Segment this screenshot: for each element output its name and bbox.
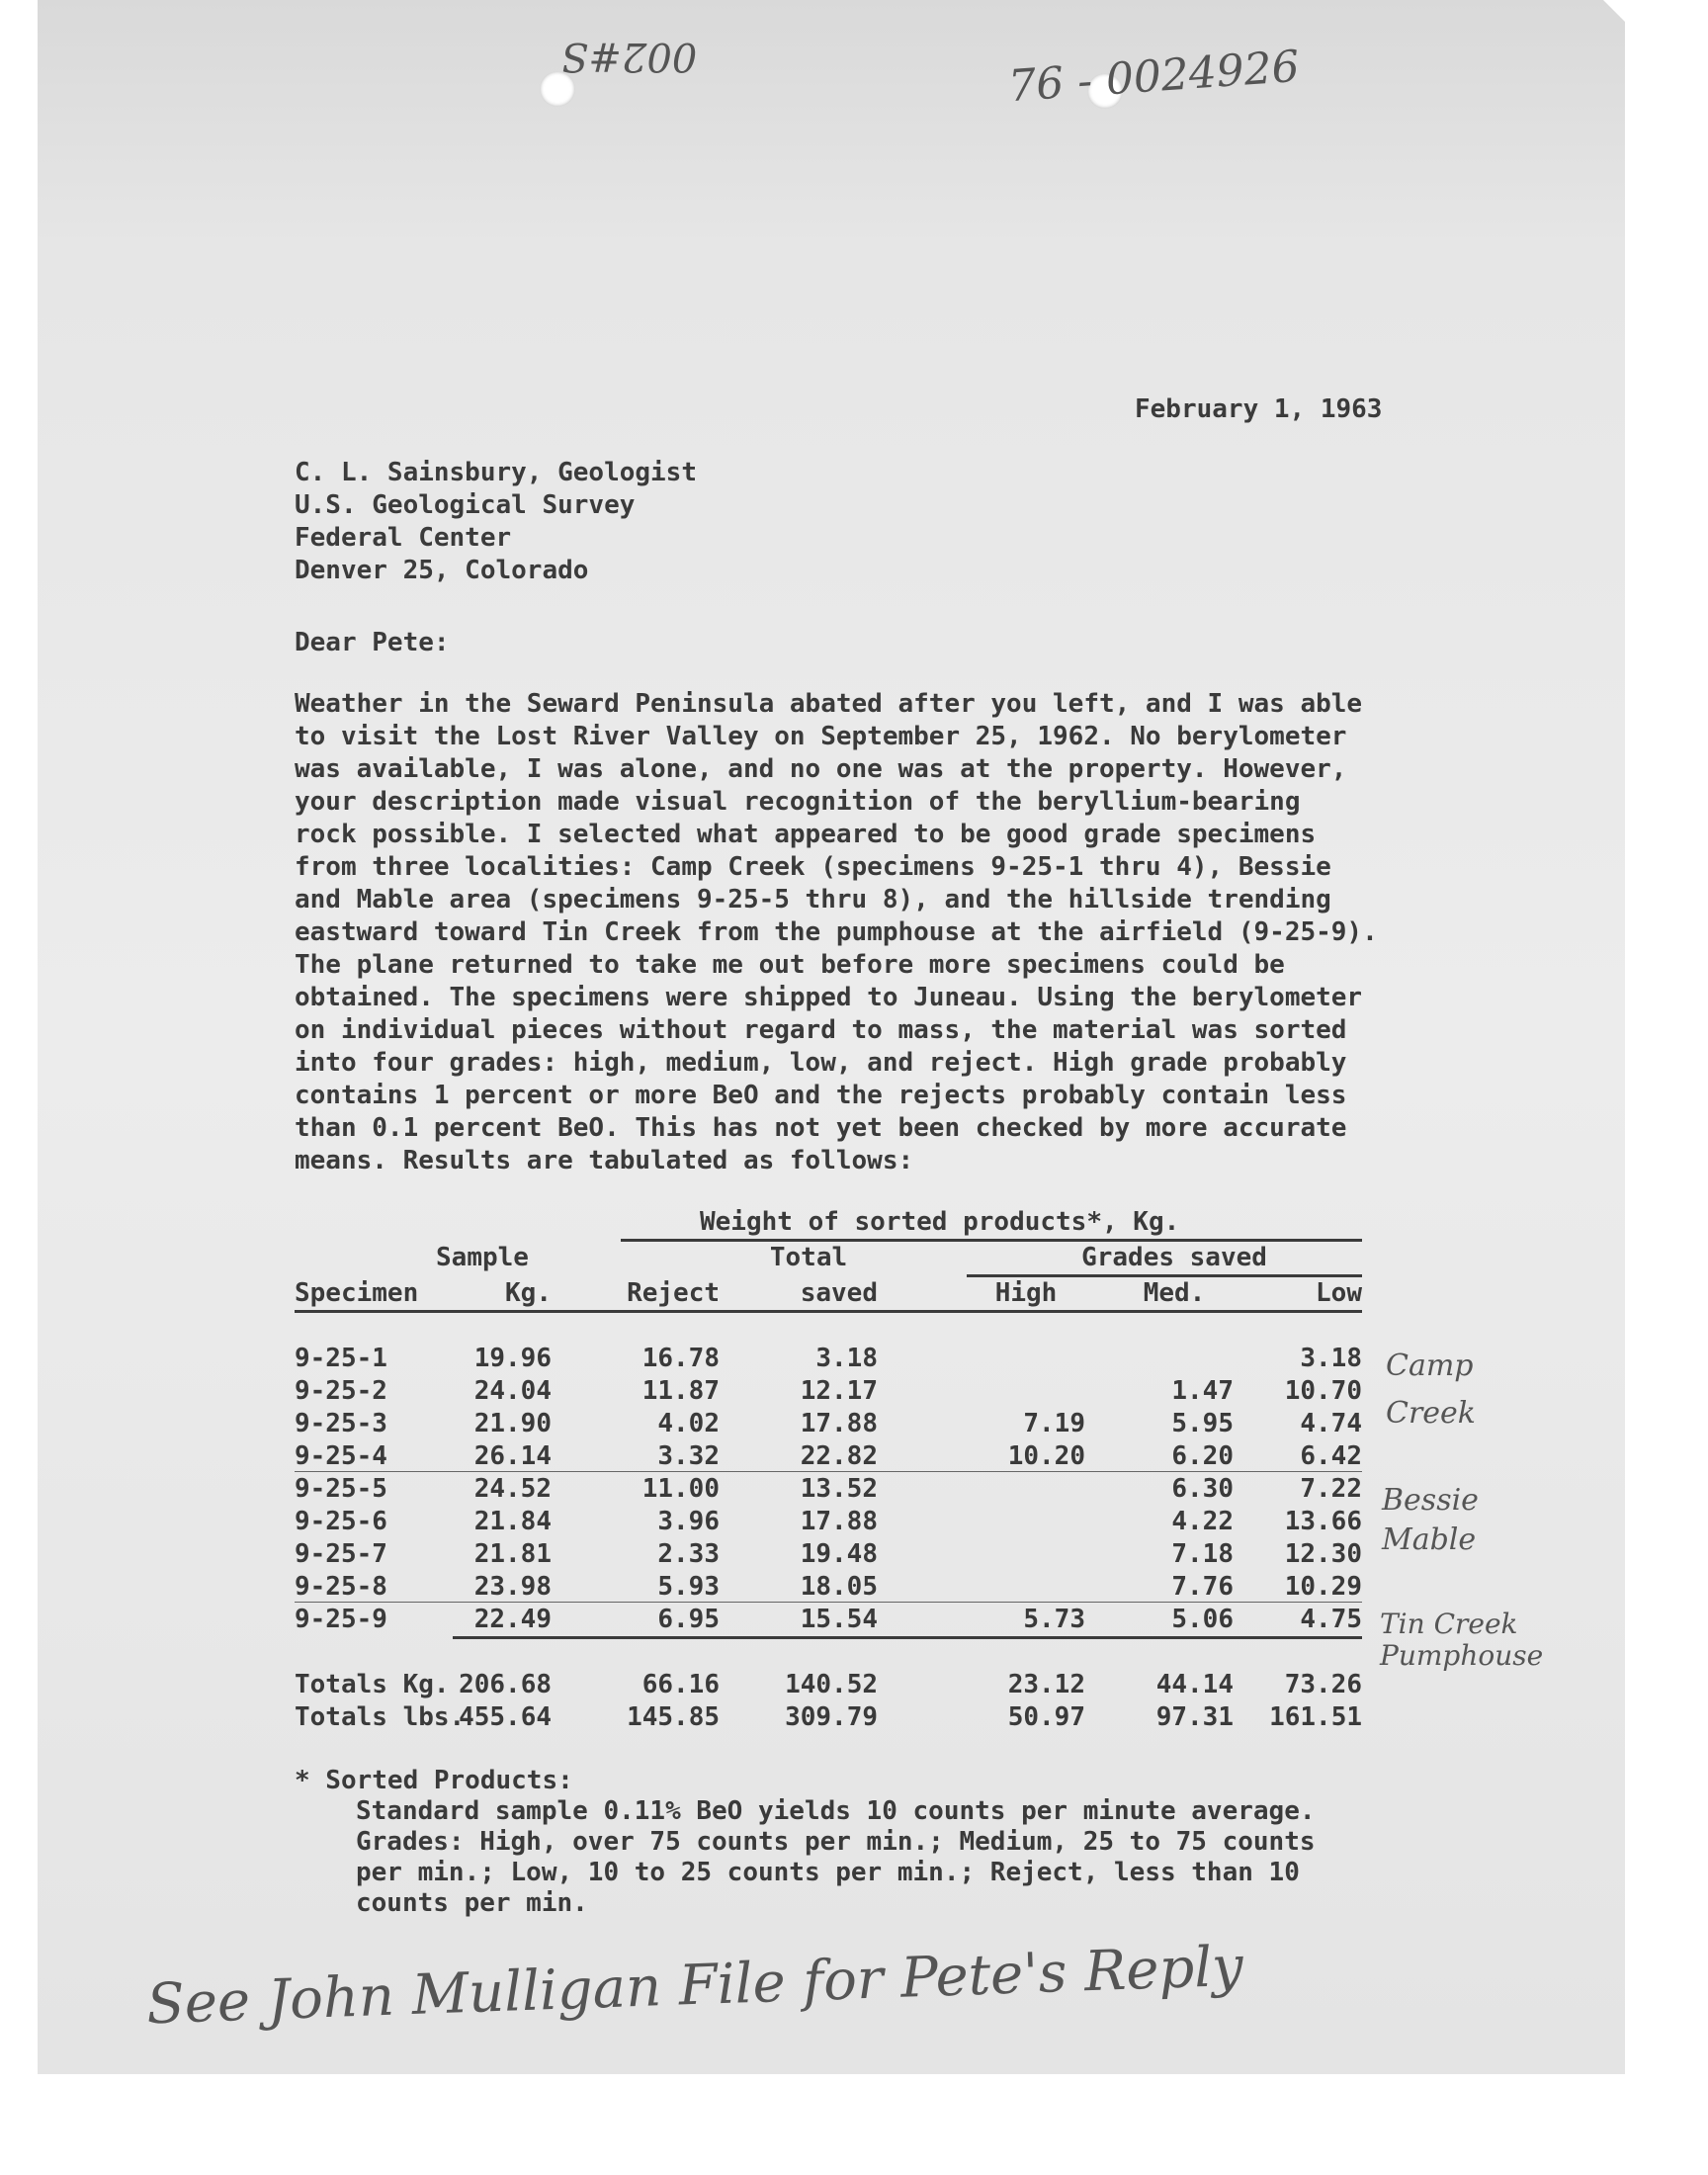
header-underline [295, 1310, 1362, 1313]
row-total-saved: 17.88 [800, 1409, 878, 1438]
row-low: 12.30 [1284, 1539, 1362, 1569]
body-line: from three localities: Camp Creek (specimens 9-25-1 thru 4), Bessie [295, 852, 1331, 882]
row-total-saved: 18.05 [800, 1572, 878, 1602]
row-med: 5.95 [1171, 1409, 1234, 1438]
row-low: 3.18 [1300, 1344, 1362, 1373]
margin-label-bessie: Bessie [1382, 1483, 1479, 1518]
totals-kg-med: 44.14 [1155, 1670, 1234, 1699]
body-line: and Mable area (specimens 9-25-5 thru 8), and the hillside trending [295, 885, 1331, 914]
row-total-saved: 17.88 [800, 1507, 878, 1536]
row-total-saved: 19.48 [800, 1539, 878, 1569]
row-med: 7.18 [1171, 1539, 1234, 1569]
totals-lbs-label: Totals lbs. [295, 1702, 466, 1732]
row-sample-kg: 19.96 [473, 1344, 552, 1373]
group-header: Weight of sorted products*, Kg. [700, 1207, 1180, 1237]
row-sample-kg: 23.98 [473, 1572, 552, 1602]
row-med: 5.06 [1171, 1605, 1234, 1634]
header-total-bottom: saved [800, 1278, 878, 1308]
row-low: 4.75 [1300, 1605, 1362, 1634]
letter-date: February 1, 1963 [1135, 394, 1383, 424]
row-sample-kg: 24.52 [473, 1474, 552, 1504]
handwritten-file-number: 002#S [561, 34, 698, 79]
row-specimen: 9-25-2 [295, 1376, 387, 1406]
row-med: 4.22 [1171, 1507, 1234, 1536]
row-sample-kg: 24.04 [473, 1376, 552, 1406]
row-reject: 3.32 [657, 1441, 720, 1471]
totals-lbs-sample: 455.64 [459, 1702, 552, 1732]
body-line: to visit the Lost River Valley on September 25, 1962. No berylometer [295, 722, 1347, 751]
body-line: than 0.1 percent BeO. This has not yet been checked by more accurate [295, 1113, 1347, 1143]
row-total-saved: 13.52 [800, 1474, 878, 1504]
row-low: 6.42 [1300, 1441, 1362, 1471]
row-specimen: 9-25-6 [295, 1507, 387, 1536]
results-table [295, 1206, 1372, 1760]
row-low: 10.70 [1284, 1376, 1362, 1406]
row-reject: 11.00 [641, 1474, 720, 1504]
totals-lbs-low: 161.51 [1269, 1702, 1362, 1732]
totals-kg-low: 73.26 [1284, 1670, 1362, 1699]
row-med: 1.47 [1171, 1376, 1234, 1406]
row-specimen: 9-25-7 [295, 1539, 387, 1569]
body-line: was available, I was alone, and no one was at the property. However, [295, 754, 1347, 784]
notes-line: Standard sample 0.11% BeO yields 10 counts per minute average. [356, 1796, 1316, 1826]
row-reject: 4.02 [657, 1409, 720, 1438]
body-line: on individual pieces without regard to mass, the material was sorted [295, 1015, 1347, 1045]
notes-title: * Sorted Products: [295, 1766, 573, 1795]
grades-header: Grades saved [1081, 1243, 1267, 1272]
totals-lbs-reject: 145.85 [627, 1702, 720, 1732]
margin-label-tin-creek: Tin Creek [1380, 1608, 1518, 1640]
recipient-address [295, 457, 697, 587]
totals-kg-sample: 206.68 [459, 1670, 552, 1699]
totals-rule [453, 1636, 1362, 1639]
notes-line: Grades: High, over 75 counts per min.; Medium, 25 to 75 counts [356, 1827, 1316, 1857]
row-reject: 11.87 [641, 1376, 720, 1406]
row-med: 6.20 [1171, 1441, 1234, 1471]
address-line: Federal Center [295, 523, 512, 553]
salutation: Dear Pete: [295, 628, 450, 657]
row-reject: 16.78 [641, 1344, 720, 1373]
row-high: 10.20 [1007, 1441, 1085, 1471]
page-corner-fold [1603, 0, 1625, 22]
row-total-saved: 12.17 [800, 1376, 878, 1406]
row-total-saved: 3.18 [815, 1344, 878, 1373]
row-med: 7.76 [1171, 1572, 1234, 1602]
row-sample-kg: 21.84 [473, 1507, 552, 1536]
row-specimen: 9-25-8 [295, 1572, 387, 1602]
row-sample-kg: 22.49 [473, 1605, 552, 1634]
row-high: 5.73 [1023, 1605, 1085, 1634]
address-line: U.S. Geological Survey [295, 490, 636, 520]
row-low: 10.29 [1284, 1572, 1362, 1602]
notes-line: per min.; Low, 10 to 25 counts per min.; Reject, less than 10 [356, 1858, 1300, 1887]
row-low: 13.66 [1284, 1507, 1362, 1536]
row-specimen: 9-25-1 [295, 1344, 387, 1373]
row-reject: 6.95 [657, 1605, 720, 1634]
row-reject: 3.96 [657, 1507, 720, 1536]
row-low: 4.74 [1300, 1409, 1362, 1438]
body-line: means. Results are tabulated as follows: [295, 1146, 914, 1175]
row-specimen: 9-25-4 [295, 1441, 387, 1471]
header-specimen: Specimen [295, 1278, 419, 1308]
margin-label-pumphouse: Pumphouse [1380, 1639, 1544, 1672]
row-sample-kg: 21.81 [473, 1539, 552, 1569]
header-med: Med. [1143, 1278, 1206, 1308]
margin-label-creek: Creek [1386, 1396, 1476, 1431]
handwritten-document-id: 76 - 0024926 [1006, 41, 1302, 113]
row-reject: 5.93 [657, 1572, 720, 1602]
totals-lbs-high: 50.97 [1007, 1702, 1085, 1732]
row-total-saved: 15.54 [800, 1605, 878, 1634]
margin-label-mable: Mable [1382, 1522, 1477, 1557]
row-low: 7.22 [1300, 1474, 1362, 1504]
body-line: into four grades: high, medium, low, and reject. High grade probably [295, 1048, 1347, 1078]
address-line: Denver 25, Colorado [295, 556, 589, 585]
header-reject: Reject [627, 1278, 720, 1308]
row-specimen: 9-25-3 [295, 1409, 387, 1438]
body-line: rock possible. I selected what appeared to be good grade specimens [295, 820, 1317, 849]
sorted-products-notes [295, 1766, 1431, 1919]
totals-lbs-total-saved: 309.79 [785, 1702, 878, 1732]
totals-kg-reject: 66.16 [641, 1670, 720, 1699]
row-total-saved: 22.82 [800, 1441, 878, 1471]
header-low: Low [1316, 1278, 1362, 1308]
group-separator-line [295, 1471, 1362, 1472]
row-high: 7.19 [1023, 1409, 1085, 1438]
notes-line: counts per min. [356, 1888, 588, 1918]
row-reject: 2.33 [657, 1539, 720, 1569]
letter-body [295, 688, 1481, 1177]
totals-lbs-med: 97.31 [1155, 1702, 1234, 1732]
row-specimen: 9-25-9 [295, 1605, 387, 1634]
body-line: The plane returned to take me out before more specimens could be [295, 950, 1285, 980]
body-line: eastward toward Tin Creek from the pumphouse at the airfield (9-25-9). [295, 917, 1378, 947]
body-line: Weather in the Seward Peninsula abated after you left, and I was able [295, 689, 1363, 719]
row-sample-kg: 21.90 [473, 1409, 552, 1438]
margin-label-camp: Camp [1386, 1348, 1474, 1383]
body-line: contains 1 percent or more BeO and the rejects probably contain less [295, 1081, 1347, 1110]
totals-kg-label: Totals Kg. [295, 1670, 450, 1699]
header-sample-top: Sample [436, 1243, 529, 1272]
totals-kg-total-saved: 140.52 [785, 1670, 878, 1699]
group-separator-line [295, 1602, 1362, 1603]
header-total-top: Total [769, 1243, 848, 1272]
totals-kg-high: 23.12 [1007, 1670, 1085, 1699]
header-high: High [994, 1278, 1058, 1308]
address-line: C. L. Sainsbury, Geologist [295, 458, 697, 487]
row-sample-kg: 26.14 [473, 1441, 552, 1471]
header-sample-bottom: Kg. [505, 1278, 552, 1308]
body-line: your description made visual recognition of the beryllium-bearing [295, 787, 1301, 817]
body-line: obtained. The specimens were shipped to Juneau. Using the berylometer [295, 983, 1363, 1012]
handwritten-reply-note: See John Mulligan File for Pete's Reply [145, 1934, 1244, 2038]
row-med: 6.30 [1171, 1474, 1234, 1504]
row-specimen: 9-25-5 [295, 1474, 387, 1504]
